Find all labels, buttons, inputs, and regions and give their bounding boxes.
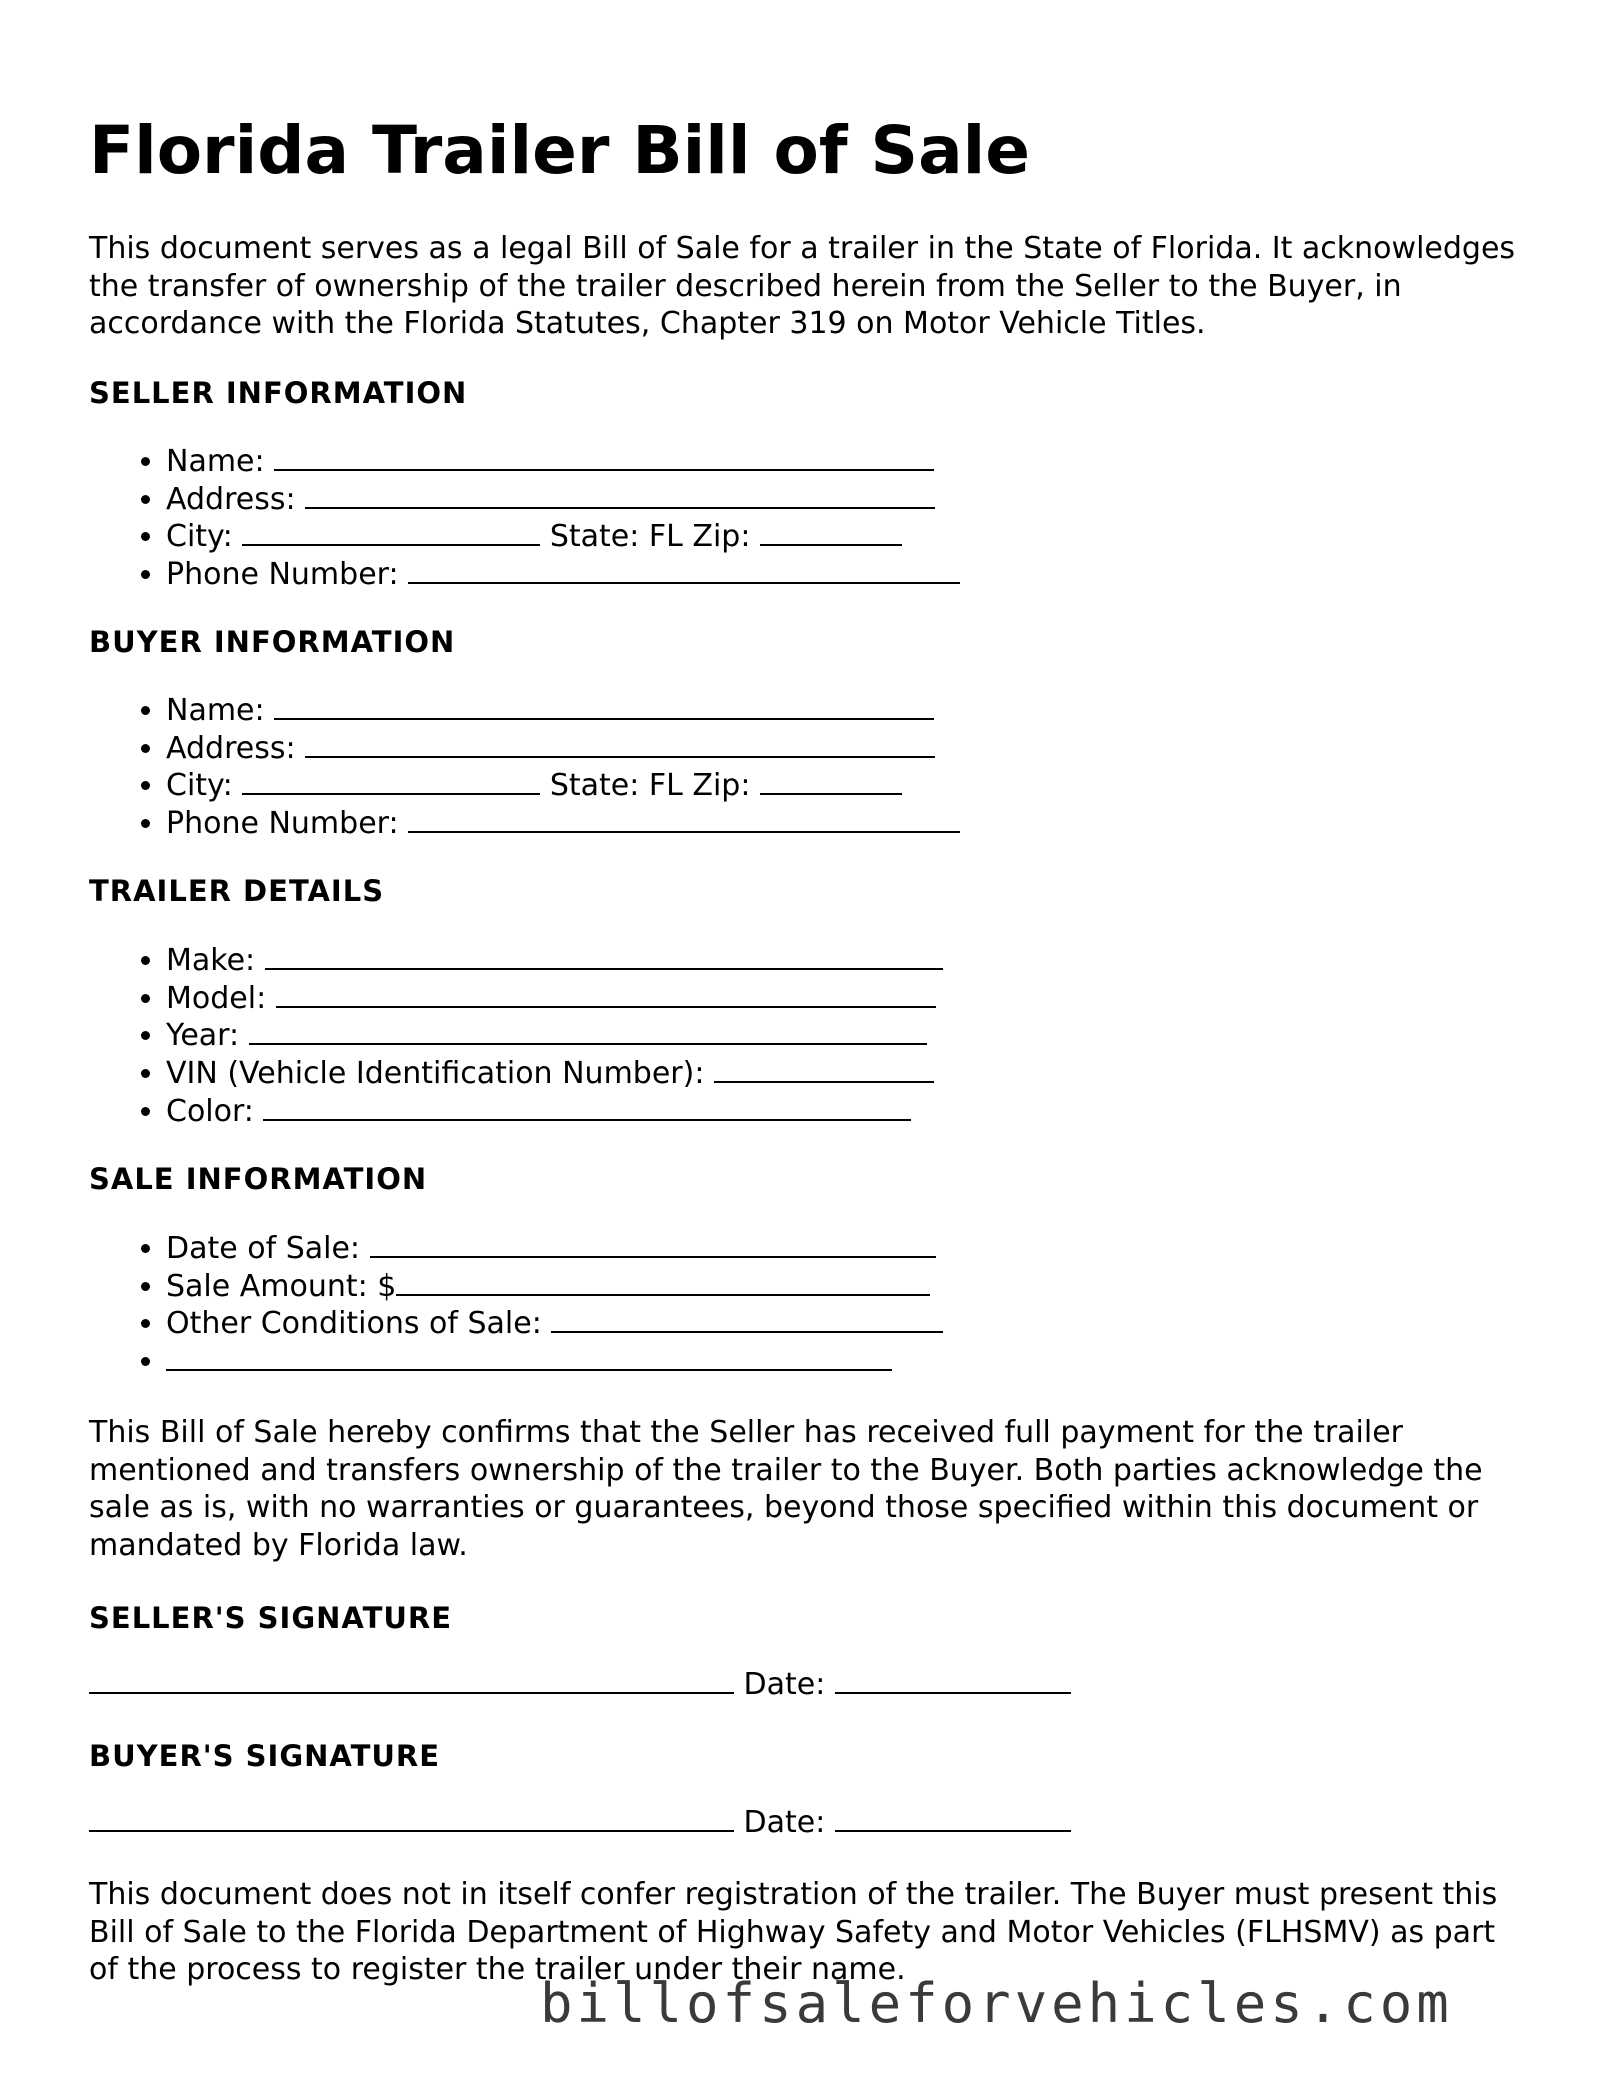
trailer-vin-field [166, 1055, 943, 1093]
seller-phone-field [166, 556, 960, 594]
buyer-name-field [166, 692, 960, 730]
buyer-signature-blank[interactable] [89, 1806, 734, 1832]
sale-amount-blank[interactable] [396, 1270, 930, 1296]
sale-conditions-extra-field [166, 1343, 943, 1381]
seller-information-list [89, 443, 960, 594]
trailer-details-heading: TRAILER DETAILS [89, 874, 385, 908]
trailer-vin-label: VIN (Vehicle Identification Number): [166, 1056, 705, 1092]
trailer-color-field [166, 1093, 943, 1131]
seller-zip-blank[interactable] [760, 520, 902, 546]
registration-note-paragraph: This document does not in itself confer registration of the trailer. The Buyer must present this Bill of Sale to the Florida Department of Highway Safety and Motor Vehicles (FLHSMV) as part of the process to register the trailer under their name. [89, 1877, 1498, 1987]
seller-city-blank[interactable] [242, 520, 540, 546]
buyer-signature-date-blank[interactable] [835, 1806, 1071, 1832]
seller-signature-date-blank[interactable] [835, 1668, 1071, 1694]
trailer-model-blank[interactable] [276, 982, 936, 1008]
trailer-color-label: Color: [166, 1093, 254, 1129]
seller-phone-label: Phone Number: [166, 557, 399, 593]
buyer-phone-label: Phone Number: [166, 806, 399, 842]
sale-information-heading: SALE INFORMATION [89, 1162, 428, 1196]
buyer-zip-blank[interactable] [760, 769, 902, 795]
buyer-address-field [166, 730, 960, 768]
trailer-color-blank[interactable] [263, 1095, 911, 1121]
trailer-details-list [89, 942, 943, 1131]
buyer-information-heading: BUYER INFORMATION [89, 625, 456, 659]
sale-conditions-label: Other Conditions of Sale: [166, 1306, 542, 1342]
trailer-make-blank[interactable] [265, 944, 943, 970]
buyer-signature-date-label: Date: [743, 1805, 826, 1840]
sale-date-label: Date of Sale: [166, 1231, 361, 1266]
trailer-make-field [166, 942, 943, 980]
trailer-make-label: Make: [166, 943, 256, 978]
seller-signature-blank[interactable] [89, 1668, 734, 1694]
buyer-city-blank[interactable] [242, 769, 540, 795]
buyer-information-list [89, 692, 960, 843]
trailer-year-blank[interactable] [249, 1019, 927, 1045]
intro-paragraph: This document serves as a legal Bill of Sale for a trailer in the State of Florida. It acknowledges the transfer of ownership of the trailer described herein from the Seller to the Buyer, in accordance with the Florida Statutes, Chapter 319 on Motor Vehicle Titles. [89, 231, 1516, 341]
sale-date-field [166, 1230, 943, 1268]
seller-signature-heading: SELLER'S SIGNATURE [89, 1601, 453, 1635]
sale-conditions-field [166, 1305, 943, 1343]
seller-signature-line [89, 1666, 1071, 1704]
seller-address-label: Address: [166, 481, 296, 517]
buyer-city-label: City: [166, 768, 233, 804]
seller-signature-date-label: Date: [743, 1667, 826, 1702]
buyer-name-blank[interactable] [274, 694, 934, 720]
seller-address-field [166, 481, 960, 519]
seller-phone-blank[interactable] [408, 558, 960, 584]
sale-conditions-blank[interactable] [551, 1307, 943, 1333]
buyer-address-label: Address: [166, 730, 296, 766]
buyer-city-state-zip-field [166, 767, 960, 805]
seller-information-heading: SELLER INFORMATION [89, 376, 468, 410]
buyer-name-label: Name: [166, 693, 265, 728]
sale-date-blank[interactable] [370, 1232, 936, 1258]
seller-name-field [166, 443, 960, 481]
document-title: Florida Trailer Bill of Sale [89, 112, 1031, 189]
trailer-model-label: Model: [166, 980, 267, 1016]
buyer-state-zip-label: State: FL Zip: [549, 768, 751, 804]
seller-city-state-zip-field [166, 518, 960, 556]
site-watermark: billofsaleforvehicles.com [540, 1972, 1453, 2035]
seller-state-zip-label: State: FL Zip: [549, 519, 751, 555]
trailer-vin-blank[interactable] [714, 1057, 934, 1083]
sale-amount-label: Sale Amount: $ [166, 1268, 397, 1304]
buyer-phone-blank[interactable] [408, 807, 960, 833]
sale-information-list [89, 1230, 943, 1381]
seller-address-blank[interactable] [305, 483, 935, 509]
buyer-signature-heading: BUYER'S SIGNATURE [89, 1739, 441, 1773]
trailer-year-label: Year: [166, 1018, 240, 1054]
sale-conditions-extra-blank[interactable] [166, 1345, 892, 1371]
buyer-address-blank[interactable] [305, 732, 935, 758]
seller-name-blank[interactable] [274, 445, 934, 471]
confirmation-paragraph: This Bill of Sale hereby confirms that the Seller has received full payment for the trailer mentioned and transfers ownership of the trailer to the Buyer. Both parties acknowledge the sale as is, with no warranties or guarantees, beyond those specified within this document or mandated by Florida law. [89, 1415, 1483, 1563]
seller-city-label: City: [166, 519, 233, 555]
buyer-phone-field [166, 805, 960, 843]
buyer-signature-line [89, 1804, 1071, 1842]
sale-amount-field [166, 1268, 943, 1306]
trailer-year-field [166, 1017, 943, 1055]
trailer-model-field [166, 980, 943, 1018]
seller-name-label: Name: [166, 444, 265, 479]
